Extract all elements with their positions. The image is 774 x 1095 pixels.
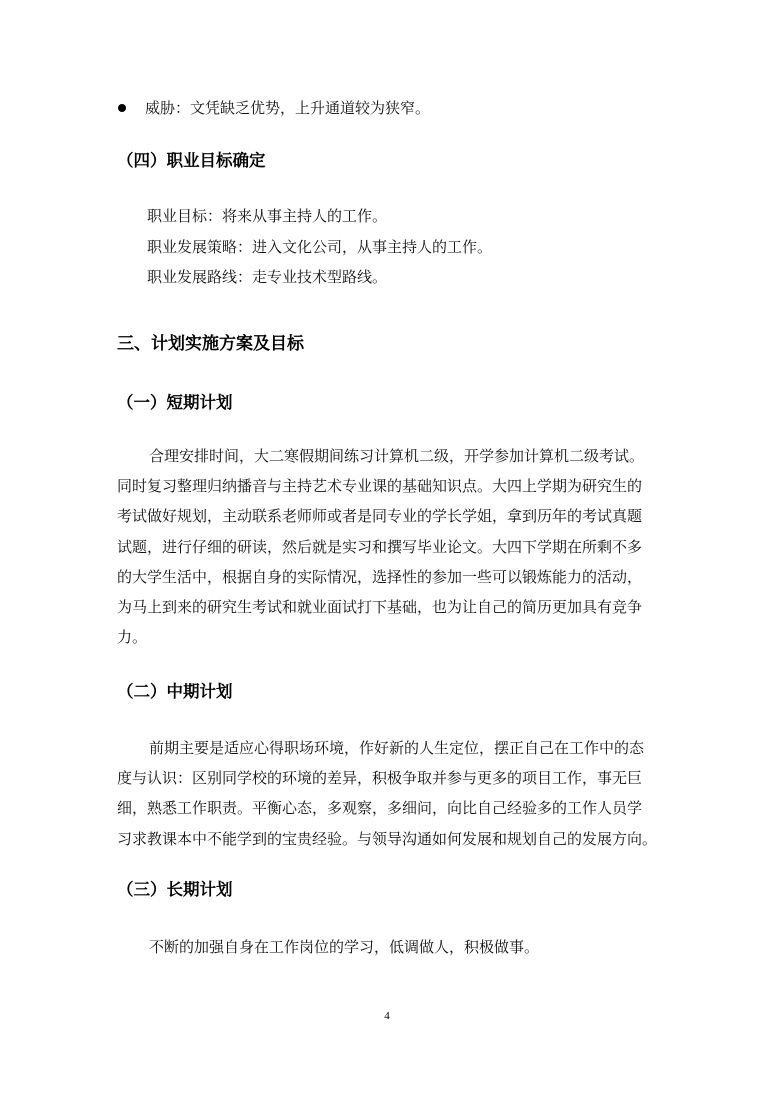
career-route-line: 职业发展路线：走专业技术型路线。 [147, 268, 388, 286]
section4-heading: （四）职业目标确定 [117, 151, 266, 170]
long-term-paragraph [117, 932, 657, 962]
mid-term-paragraph [117, 733, 657, 854]
paragraph-line: 的大学生活中，根据自身的实际情况，选择性的参加一些可以锻炼能力的活动， [117, 567, 643, 586]
paragraph-line: 合理安排时间，大二寒假期间练习计算机二级，开学参加计算机二级考试。 [149, 447, 645, 465]
paragraph-line: 考试做好规划，主动联系老师师或者是同专业的学长学姐，拿到历年的考试真题 [117, 507, 643, 526]
short-term-heading: （一）短期计划 [117, 393, 233, 412]
paragraph-line: 前期主要是适应心得职场环境，作好新的人生定位，摆正自己在工作中的态 [149, 739, 645, 757]
career-strategy-line: 职业发展策略：进入文化公司，从事主持人的工作。 [147, 238, 493, 256]
paragraph-line: 度与认识：区别同学校的环境的差异，积极争取并参与更多的项目工作，事无巨 [117, 769, 643, 788]
bullet-icon [118, 104, 126, 112]
short-term-paragraph [117, 441, 657, 652]
paragraph-line: 同时复习整理归纳播音与主持艺术专业课的基础知识点。大四上学期为研究生的 [117, 477, 643, 496]
paragraph-line: 试题，进行仔细的研读，然后就是实习和撰写毕业论文。大四下学期在所剩不多 [117, 537, 643, 556]
paragraph-line: 细，熟悉工作职责。平衡心态，多观察，多细问，向比自己经验多的工作人员学 [117, 799, 643, 818]
threat-bullet-text: 威胁：文凭缺乏优势，上升通道较为狭窄。 [145, 99, 431, 117]
part3-heading: 三、计划实施方案及目标 [117, 334, 304, 354]
long-term-heading: （三）长期计划 [117, 880, 233, 899]
paragraph-line: 力。 [117, 628, 148, 647]
mid-term-heading: （二）中期计划 [117, 682, 233, 701]
page-number: 4 [384, 1010, 390, 1022]
career-goal-line: 职业目标：将来从事主持人的工作。 [147, 207, 388, 225]
paragraph-line: 不断的加强自身在工作岗位的学习，低调做人，积极做事。 [149, 938, 540, 956]
paragraph-line: 为马上到来的研究生考试和就业面试打下基础，也为让自己的简历更加具有竞争 [117, 597, 643, 616]
paragraph-line: 习求教课本中不能学到的宝贵经验。与领导沟通如何发展和规划自己的发展方向。 [117, 829, 658, 848]
